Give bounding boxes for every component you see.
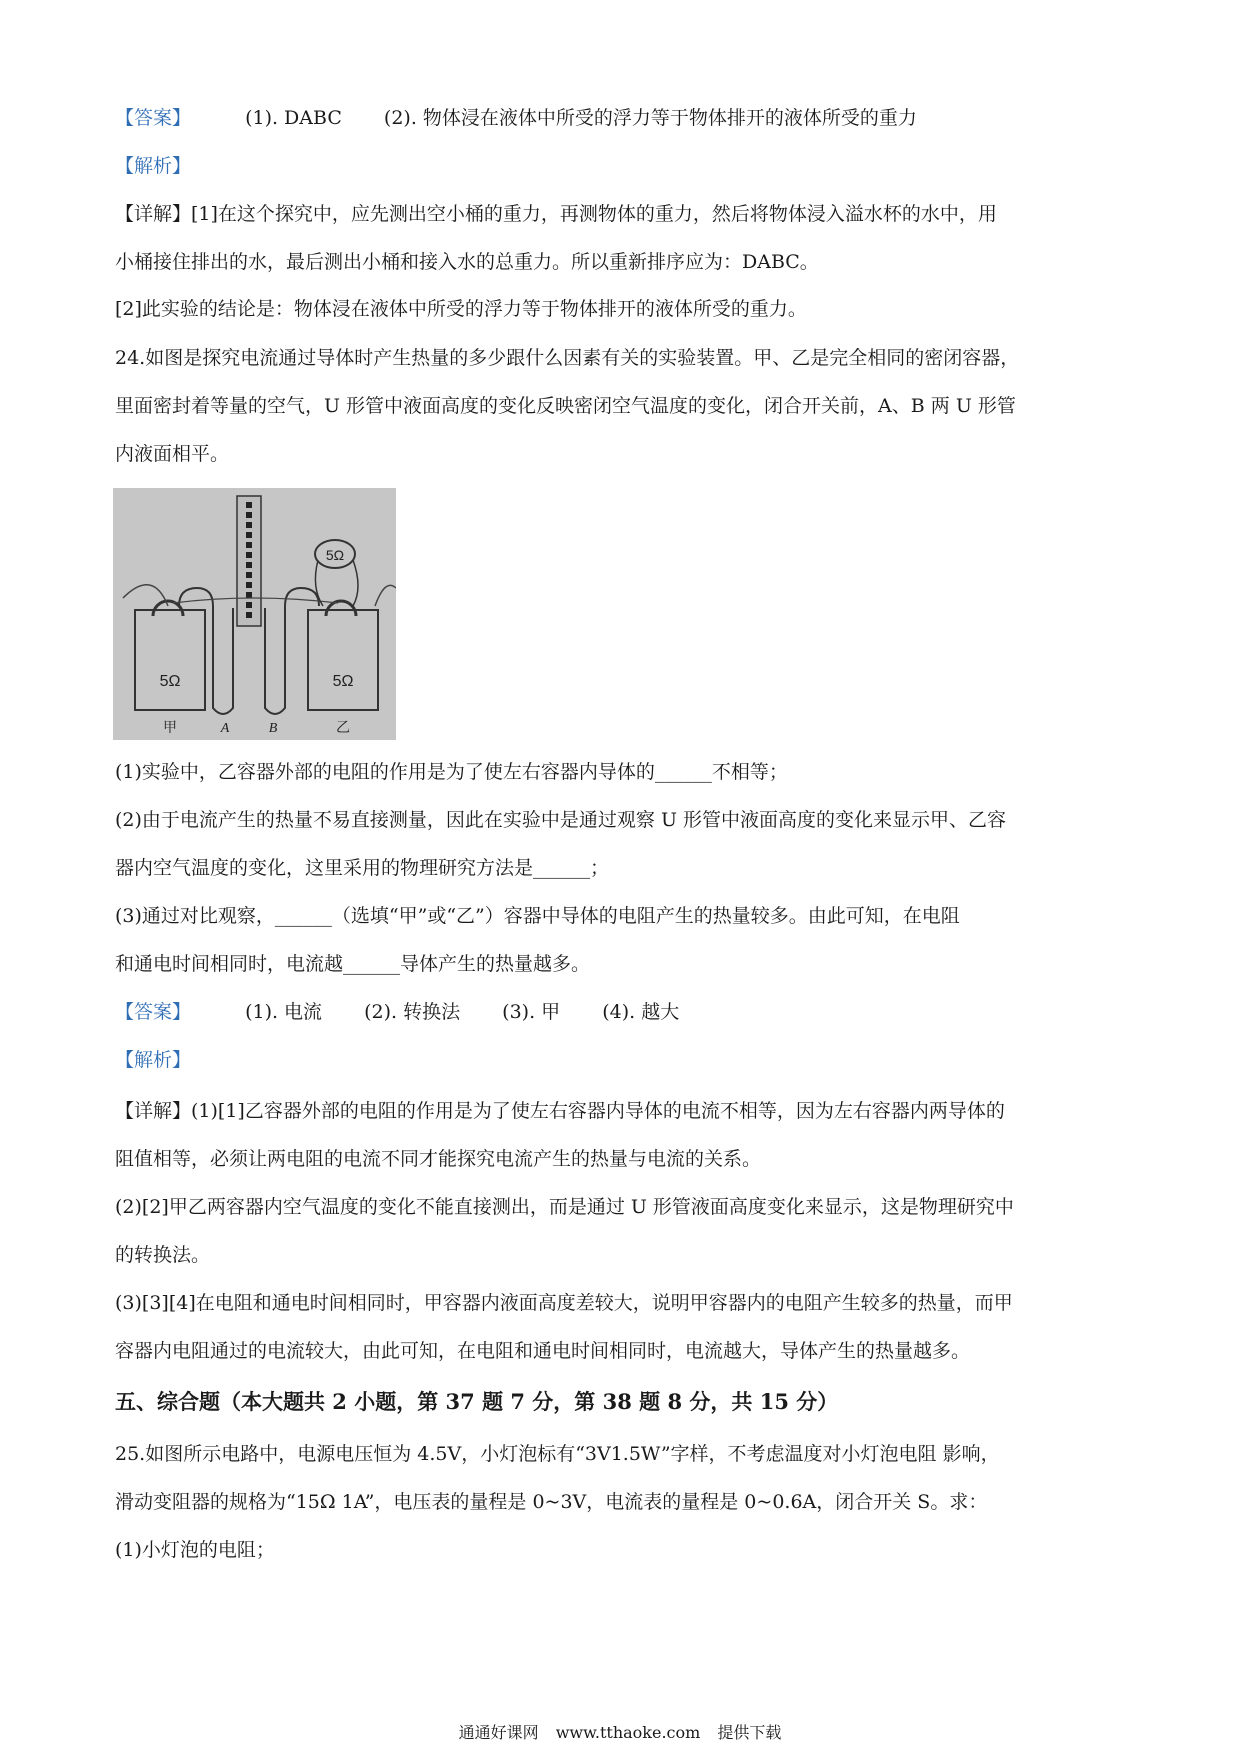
section-heading: 五、综合题（本大题共 2 小题，第 37 题 7 分，第 38 题 8 分，共 15 分） <box>115 1389 839 1414</box>
footer-site-name: 通通好课网 <box>458 1723 539 1742</box>
label-b: B <box>268 721 278 736</box>
q24-answer-row <box>115 998 1130 1026</box>
footer-url[interactable]: www.tthaoke.com <box>555 1723 701 1742</box>
question-stem: 25.如图所示电路中，电源电压恒为 4.5V，小灯泡标有“3V1.5W”字样，不考虑温度对小灯泡电阻 影响， <box>115 1443 1000 1465</box>
answer-item: (4). 越大 <box>602 1001 680 1023</box>
right-resistor-label: 5Ω <box>332 673 354 690</box>
label-yi: 乙 <box>336 720 350 736</box>
answer-item: (2). 物体浸在液体中所受的浮力等于物体排开的液体所受的重力 <box>383 107 917 129</box>
subquestion-1: (1)小灯泡的电阻； <box>115 1539 275 1561</box>
detail-line: 【详解】[1]在这个探究中，应先测出空小桶的重力，再测物体的重力，然后将物体浸入溢水杯的水中，用 <box>115 203 997 225</box>
detail-line: (2)[2]甲乙两容器内空气温度的变化不能直接测出，而是通过 U 形管液面高度变化来显示，这是物理研究中 <box>115 1196 1014 1218</box>
q23-answer-row <box>115 104 1130 132</box>
experiment-figure <box>113 488 396 740</box>
subquestion-3: (3)通过对比观察，______（选填“甲”或“乙”）容器中导体的电阻产生的热量较多。由此可知，在电阻 <box>115 905 960 927</box>
detail-line: (3)[3][4]在电阻和通电时间相同时，甲容器内液面高度差较大，说明甲容器内的电阻产生较多的热量，而甲 <box>115 1292 1013 1314</box>
detail-line: 容器内电阻通过的电流较大，由此可知，在电阻和通电时间相同时，电流越大，导体产生的热量越多。 <box>115 1340 971 1362</box>
analysis-tag: 【解析】 <box>115 1049 192 1071</box>
subquestion-2-cont: 器内空气温度的变化，这里采用的物理研究方法是______； <box>115 857 610 879</box>
apparatus-diagram <box>113 488 396 740</box>
question-stem: 里面密封着等量的空气，U 形管中液面高度的变化反映密闭空气温度的变化，闭合开关前，A、B 两 U 形管 <box>115 395 1016 417</box>
label-jia: 甲 <box>163 720 177 736</box>
answer-item: (1). 电流 <box>245 1001 323 1023</box>
question-stem: 内液面相平。 <box>115 443 230 465</box>
answer-tag: 【答案】 <box>115 1001 192 1023</box>
subquestion-3-cont: 和通电时间相同时，电流越______导体产生的热量越多。 <box>115 953 591 975</box>
detail-line: 的转换法。 <box>115 1244 211 1266</box>
top-resistor-label: 5Ω <box>325 547 345 563</box>
page-footer <box>0 1720 1240 1743</box>
question-stem: 24.如图是探究电流通过导体时产生热量的多少跟什么因素有关的实验装置。甲、乙是完全相同的密闭容器， <box>115 347 1020 369</box>
detail-line: 阻值相等，必须让两电阻的电流不同才能探究电流产生的热量与电流的关系。 <box>115 1148 762 1170</box>
detail-line: 【详解】(1)[1]乙容器外部的电阻的作用是为了使左右容器内导体的电流不相等，因为左右容器内两导体的 <box>115 1100 1005 1122</box>
answer-item: (3). 甲 <box>502 1001 561 1023</box>
subquestion-2: (2)由于电流产生的热量不易直接测量，因此在实验中是通过观察 U 形管中液面高度的变化来显示甲、乙容 <box>115 809 1007 831</box>
question-stem: 滑动变阻器的规格为“15Ω 1A”，电压表的量程是 0~3V，电流表的量程是 0~0.6A，闭合开关 S。求： <box>115 1491 988 1513</box>
analysis-tag: 【解析】 <box>115 155 192 177</box>
label-a: A <box>220 721 230 736</box>
detail-line: [2]此实验的结论是：物体浸在液体中所受的浮力等于物体排开的液体所受的重力。 <box>115 298 807 320</box>
left-resistor-label: 5Ω <box>159 673 181 690</box>
answer-tag: 【答案】 <box>115 107 192 129</box>
footer-action: 提供下载 <box>717 1723 782 1742</box>
answer-item: (1). DABC <box>245 107 342 129</box>
detail-line: 小桶接住排出的水，最后测出小桶和接入水的总重力。所以重新排序应为：DABC。 <box>115 251 819 273</box>
answer-item: (2). 转换法 <box>364 1001 461 1023</box>
subquestion-1: (1)实验中，乙容器外部的电阻的作用是为了使左右容器内导体的______不相等； <box>115 761 788 783</box>
